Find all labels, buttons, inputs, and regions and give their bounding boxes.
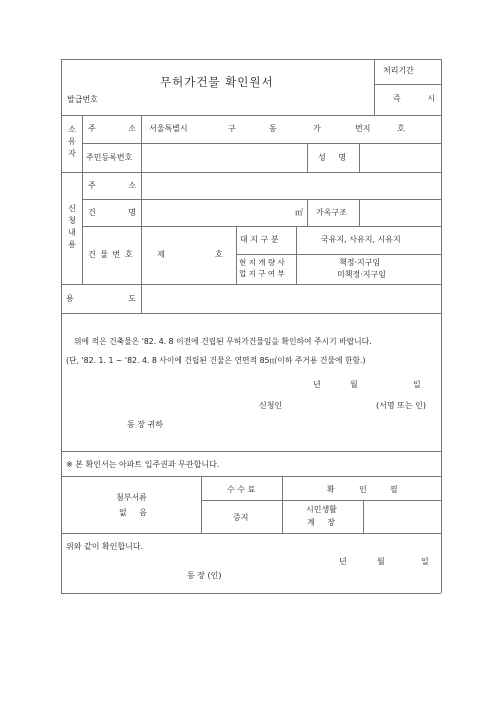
- land-class-value: 국유지, 사유지, 시유지: [321, 235, 401, 244]
- notice-text: ※ 본 확인서는 아파트 입주권과 무관합니다.: [66, 460, 220, 469]
- building-number-label: 건 물 번 호: [88, 250, 133, 259]
- structure-label: 가옥구조: [316, 208, 347, 217]
- border-line: [82, 143, 441, 144]
- border-line: [141, 172, 142, 284]
- owner-address-label: 주 소: [88, 124, 136, 133]
- attachments-label: 첨부서류: [116, 493, 147, 502]
- border-line: [307, 199, 308, 226]
- border-line: [201, 500, 441, 501]
- owner-address-bunji: 번지: [355, 124, 371, 133]
- fee-stamp-3: 필: [390, 485, 398, 494]
- owner-address-gu: 구: [228, 124, 236, 133]
- border-line: [363, 500, 364, 533]
- border-line: [61, 172, 441, 173]
- border-line: [359, 143, 360, 172]
- statement-line-1: 위에 적은 건축물은 '82. 4. 8 이전에 건립된 무허가건물임을 확인하여 주시기 바랍니다.: [74, 337, 372, 346]
- land-class-label: 대 지 구 분: [240, 235, 279, 244]
- border-line: [82, 199, 441, 200]
- owner-address-city: 서울특별시: [149, 124, 188, 133]
- border-line: [61, 476, 441, 477]
- statement-date-day: 일: [413, 380, 421, 389]
- border-line: [61, 284, 441, 285]
- issue-number-label: 발급번호: [67, 95, 98, 104]
- border-line: [307, 143, 308, 172]
- owner-address-ho: 호: [397, 124, 405, 133]
- attachments-value: 없 음: [119, 508, 147, 517]
- border-line: [201, 476, 202, 533]
- border-line: [61, 59, 62, 593]
- redevelopment-label-1: 현 지 개 량 사: [239, 258, 285, 267]
- area-unit: ㎡: [295, 208, 303, 217]
- confirmation-text: 위와 같이 확인합니다.: [66, 542, 144, 551]
- border-line: [61, 533, 441, 534]
- border-line: [441, 59, 442, 593]
- redevelopment-label-2: 업 지 구 여 부: [239, 269, 285, 278]
- department-label-2: 계 장: [307, 518, 335, 527]
- request-section-label: 신 청 내 용: [68, 204, 76, 249]
- purpose-label: 용 도: [66, 294, 136, 303]
- fee-stamp-2: 인: [359, 485, 367, 494]
- statement-date-year: 년: [313, 380, 321, 389]
- confirmation-signer: 동 장 (인): [187, 571, 222, 580]
- building-number-suffix: 호: [215, 250, 223, 259]
- border-line: [61, 593, 441, 594]
- statement-date-month: 월: [350, 380, 358, 389]
- building-name-label: 건 명: [88, 208, 136, 217]
- border-line: [296, 226, 297, 284]
- confirmation-date-day: 일: [421, 557, 429, 566]
- form-title: 무허가건물 확인원서: [160, 75, 274, 89]
- process-period-value: 즉 시: [393, 94, 447, 103]
- revenue-stamp-label: 증지: [233, 513, 249, 522]
- border-line: [374, 84, 441, 85]
- border-line: [82, 226, 441, 227]
- border-line: [61, 451, 441, 452]
- addressee: 동 장 귀하: [127, 420, 163, 429]
- resident-number-label: 주민등록번호: [86, 153, 133, 162]
- border-line: [141, 284, 142, 313]
- owner-section-label: 소 유 자: [68, 125, 76, 158]
- statement-line-2: (단, '82. 1. 1 ~ '82. 4. 8 사이에 건립된 건물은 연면적 85㎡이하 주거용 건물에 한함.): [66, 356, 366, 365]
- signature-note: (서명 또는 인): [376, 401, 426, 410]
- border-line: [282, 476, 283, 533]
- process-period-label: 처리기간: [383, 66, 414, 75]
- border-line: [359, 199, 360, 226]
- border-line: [61, 115, 441, 116]
- owner-address-ga: 가: [313, 124, 321, 133]
- owner-address-dong: 동: [269, 124, 277, 133]
- border-line: [236, 226, 237, 284]
- border-line: [61, 59, 441, 60]
- fee-stamp-1: 확: [327, 485, 335, 494]
- border-line: [61, 313, 441, 314]
- border-line: [374, 59, 375, 115]
- confirmation-date-year: 년: [339, 557, 347, 566]
- confirmation-date-month: 월: [377, 557, 385, 566]
- border-line: [236, 254, 441, 255]
- redevelopment-value-2: 미책정·지구임: [337, 270, 386, 279]
- owner-name-label: 성 명: [318, 153, 346, 162]
- border-line: [82, 172, 83, 284]
- department-label-1: 시민생활: [306, 505, 337, 514]
- request-address-label: 주 소: [88, 181, 136, 190]
- fee-label: 수 수 료: [227, 485, 256, 494]
- building-number-prefix: 제: [157, 250, 165, 259]
- applicant-label: 신청인: [259, 401, 283, 410]
- redevelopment-value-1: 책정·지구임: [339, 258, 381, 267]
